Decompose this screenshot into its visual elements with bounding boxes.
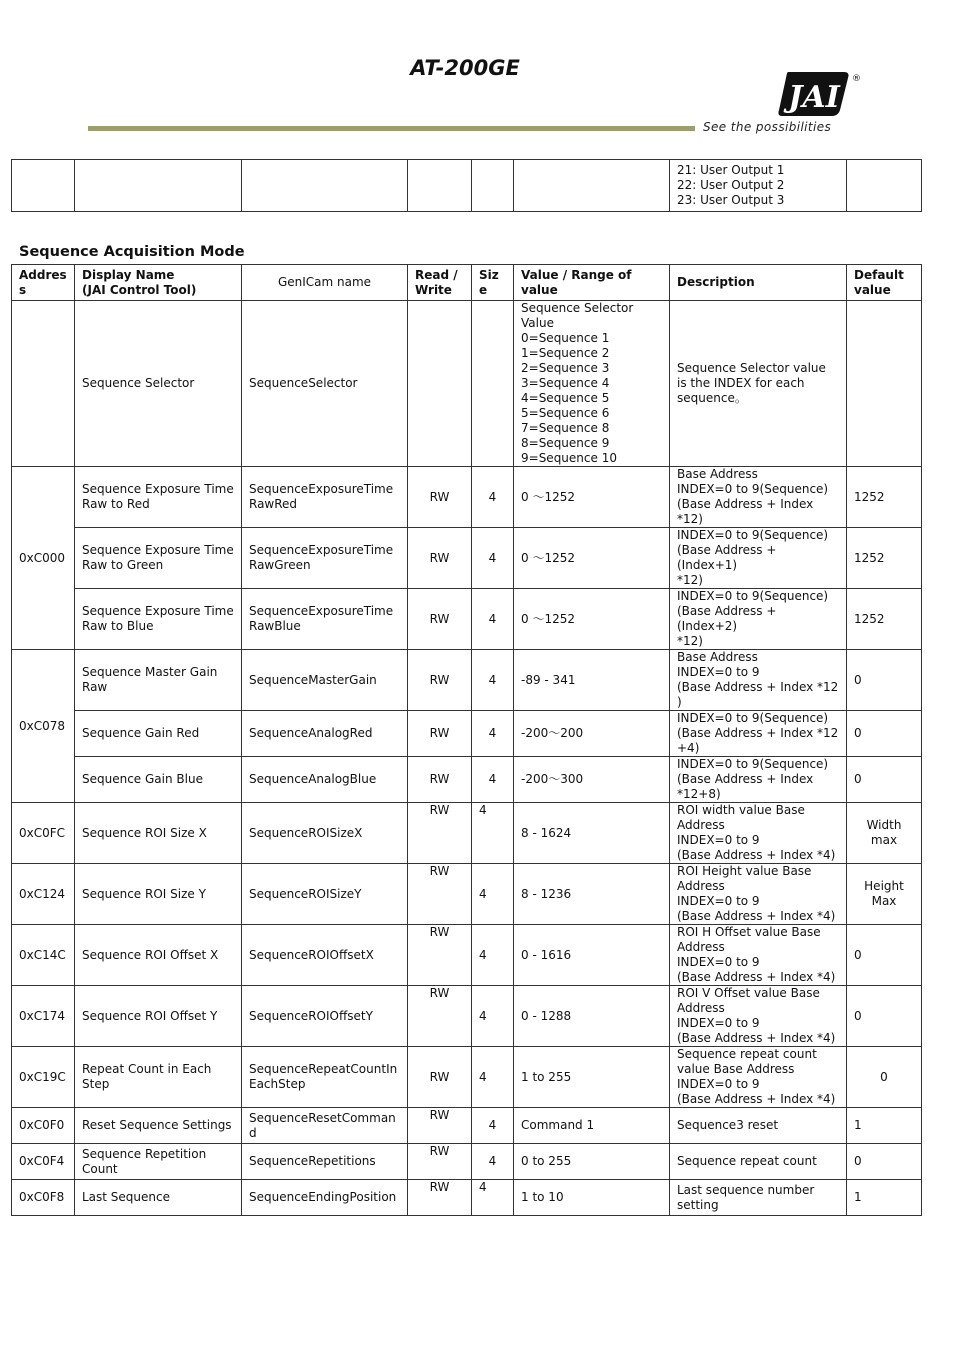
- description-cell: Sequence Selector value is the INDEX for each sequence。: [670, 301, 847, 467]
- rw-cell: RW: [408, 1108, 472, 1144]
- rw-cell: RW: [408, 925, 472, 986]
- value-cell: 0 - 1616: [514, 925, 670, 986]
- genicam-cell: SequenceROIOffsetX: [242, 925, 408, 986]
- display-name-cell: Sequence Gain Blue: [75, 757, 242, 803]
- col-header-display-name: Display Name (JAI Control Tool): [75, 265, 242, 301]
- table-row: [12, 1144, 922, 1180]
- value-cell: 0 ～1252: [514, 589, 670, 650]
- size-cell: 4: [472, 803, 514, 864]
- size-cell: 4: [472, 467, 514, 528]
- table-row: [12, 528, 922, 589]
- default-cell: 1: [847, 1180, 922, 1216]
- genicam-cell: SequenceRepeatCountInEachStep: [242, 1047, 408, 1108]
- description-line: 22: User Output 2: [677, 178, 785, 192]
- rw-cell: RW: [408, 589, 472, 650]
- value-cell: 0 ～1252: [514, 467, 670, 528]
- size-cell: 4: [472, 986, 514, 1047]
- address-cell: 0xC124: [12, 864, 75, 925]
- section-title: Sequence Acquisition Mode: [19, 244, 245, 260]
- display-name-cell: Sequence Repetition Count: [75, 1144, 242, 1180]
- default-cell: Width max: [847, 803, 922, 864]
- description-cell: Sequence repeat count: [670, 1144, 847, 1180]
- genicam-cell: SequenceMasterGain: [242, 650, 408, 711]
- header-rule: [88, 126, 695, 131]
- genicam-cell: SequenceSelector: [242, 301, 408, 467]
- genicam-cell: SequenceAnalogRed: [242, 711, 408, 757]
- default-cell: 1252: [847, 589, 922, 650]
- value-cell: -89 - 341: [514, 650, 670, 711]
- address-cell: [12, 301, 75, 467]
- default-cell: 0: [847, 1047, 922, 1108]
- size-cell: 4: [472, 1144, 514, 1180]
- description-cell: INDEX=0 to 9(Sequence) (Base Address + (Index+1) *12): [670, 528, 847, 589]
- display-name-cell: Sequence Exposure Time Raw to Green: [75, 528, 242, 589]
- rw-cell: RW: [408, 467, 472, 528]
- document-title: AT-200GE: [410, 56, 520, 80]
- size-cell: 4: [472, 711, 514, 757]
- description-cell: INDEX=0 to 9(Sequence) (Base Address + (Index+2) *12): [670, 589, 847, 650]
- table-row: [12, 925, 922, 986]
- rw-cell: RW: [408, 986, 472, 1047]
- description-cell: INDEX=0 to 9(Sequence) (Base Address + Index *12 +4): [670, 711, 847, 757]
- value-cell: 0 - 1288: [514, 986, 670, 1047]
- address-cell: 0xC0F0: [12, 1108, 75, 1144]
- description-cell: Sequence repeat count value Base Address INDEX=0 to 9 (Base Address + Index *4): [670, 1047, 847, 1108]
- address-cell: 0xC14C: [12, 925, 75, 986]
- previous-table-continuation: [11, 159, 922, 212]
- col-header-default: Default value: [847, 265, 922, 301]
- display-name-cell: Reset Sequence Settings: [75, 1108, 242, 1144]
- col-header-value: Value / Range of value: [514, 265, 670, 301]
- default-cell: 1: [847, 1108, 922, 1144]
- table-row: [12, 160, 922, 212]
- value-cell: 0 ～1252: [514, 528, 670, 589]
- rw-cell: RW: [408, 1144, 472, 1180]
- rw-cell: RW: [408, 1047, 472, 1108]
- size-cell: [472, 301, 514, 467]
- logo-lettering: JAI: [788, 80, 840, 115]
- default-cell: 0: [847, 711, 922, 757]
- table-row: [12, 711, 922, 757]
- table-header-row: [12, 265, 922, 301]
- rw-cell: RW: [408, 803, 472, 864]
- description-cell: ROI width value Base Address INDEX=0 to 9 (Base Address + Index *4): [670, 803, 847, 864]
- size-cell: 4: [472, 1108, 514, 1144]
- description-cell: [670, 160, 847, 212]
- tagline: See the possibilities: [703, 120, 832, 134]
- description-cell: Sequence3 reset: [670, 1108, 847, 1144]
- table-row: [12, 589, 922, 650]
- genicam-cell: SequenceRepetitions: [242, 1144, 408, 1180]
- display-name-cell: Sequence ROI Size Y: [75, 864, 242, 925]
- address-cell: 0xC0F8: [12, 1180, 75, 1216]
- table-row: [12, 803, 922, 864]
- size-cell: 4: [472, 589, 514, 650]
- display-name-cell: Sequence Master Gain Raw: [75, 650, 242, 711]
- genicam-cell: SequenceExposureTimeRawGreen: [242, 528, 408, 589]
- description-cell: ROI V Offset value Base Address INDEX=0 to 9 (Base Address + Index *4): [670, 986, 847, 1047]
- rw-cell: RW: [408, 1180, 472, 1216]
- address-cell: 0xC0FC: [12, 803, 75, 864]
- description-cell: Base Address INDEX=0 to 9 (Base Address + Index *12 ): [670, 650, 847, 711]
- genicam-cell: SequenceEndingPosition: [242, 1180, 408, 1216]
- genicam-cell: SequenceROISizeX: [242, 803, 408, 864]
- display-name-cell: Sequence ROI Size X: [75, 803, 242, 864]
- value-cell: 1 to 255: [514, 1047, 670, 1108]
- rw-cell: RW: [408, 864, 472, 925]
- default-cell: 0: [847, 1144, 922, 1180]
- description-cell: INDEX=0 to 9(Sequence) (Base Address + Index *12+8): [670, 757, 847, 803]
- jai-logo: [778, 70, 861, 118]
- size-cell: 4: [472, 1047, 514, 1108]
- description-cell: Base Address INDEX=0 to 9(Sequence) (Base Address + Index *12): [670, 467, 847, 528]
- default-cell: Height Max: [847, 864, 922, 925]
- default-cell: 0: [847, 650, 922, 711]
- table-row: [12, 1180, 922, 1216]
- rw-cell: RW: [408, 650, 472, 711]
- value-cell: 0 to 255: [514, 1144, 670, 1180]
- rw-cell: RW: [408, 757, 472, 803]
- genicam-cell: SequenceResetCommand: [242, 1108, 408, 1144]
- default-cell: 1252: [847, 467, 922, 528]
- size-cell: 4: [472, 864, 514, 925]
- svg-text:®: ®: [852, 74, 861, 84]
- description-line: 23: User Output 3: [677, 193, 785, 207]
- value-cell: 8 - 1624: [514, 803, 670, 864]
- genicam-cell: SequenceROISizeY: [242, 864, 408, 925]
- size-cell: 4: [472, 925, 514, 986]
- description-cell: Last sequence number setting: [670, 1180, 847, 1216]
- table-row: [12, 650, 922, 711]
- address-cell: 0xC000: [12, 467, 75, 650]
- col-header-rw: Read / Write: [408, 265, 472, 301]
- size-cell: 4: [472, 757, 514, 803]
- col-header-address: Address: [12, 265, 75, 301]
- default-cell: 1252: [847, 528, 922, 589]
- display-name-cell: Sequence Gain Red: [75, 711, 242, 757]
- size-cell: 4: [472, 650, 514, 711]
- genicam-cell: SequenceROIOffsetY: [242, 986, 408, 1047]
- rw-cell: [408, 301, 472, 467]
- display-name-cell: Last Sequence: [75, 1180, 242, 1216]
- value-cell: Command 1: [514, 1108, 670, 1144]
- value-cell: -200～300: [514, 757, 670, 803]
- description-cell: ROI H Offset value Base Address INDEX=0 to 9 (Base Address + Index *4): [670, 925, 847, 986]
- display-name-cell: Sequence Exposure Time Raw to Blue: [75, 589, 242, 650]
- table-row: [12, 757, 922, 803]
- genicam-cell: SequenceExposureTimeRawBlue: [242, 589, 408, 650]
- rw-cell: RW: [408, 711, 472, 757]
- address-cell: 0xC078: [12, 650, 75, 803]
- sequence-register-table: [11, 264, 922, 1216]
- size-cell: 4: [472, 528, 514, 589]
- address-cell: 0xC19C: [12, 1047, 75, 1108]
- display-name-cell: Sequence Selector: [75, 301, 242, 467]
- display-name-cell: Sequence Exposure Time Raw to Red: [75, 467, 242, 528]
- display-name-cell: Sequence ROI Offset X: [75, 925, 242, 986]
- genicam-cell: SequenceAnalogBlue: [242, 757, 408, 803]
- default-cell: 0: [847, 757, 922, 803]
- description-line: 21: User Output 1: [677, 163, 785, 177]
- value-cell: -200～200: [514, 711, 670, 757]
- table-row: [12, 986, 922, 1047]
- genicam-cell: SequenceExposureTimeRawRed: [242, 467, 408, 528]
- table-row: [12, 864, 922, 925]
- table-row: [12, 1047, 922, 1108]
- default-cell: 0: [847, 925, 922, 986]
- value-cell: 8 - 1236: [514, 864, 670, 925]
- rw-cell: RW: [408, 528, 472, 589]
- description-cell: ROI Height value Base Address INDEX=0 to 9 (Base Address + Index *4): [670, 864, 847, 925]
- value-cell: Sequence Selector Value 0=Sequence 1 1=Sequence 2 2=Sequence 3 3=Sequence 4 4=Sequence 5 5=Sequence 6 7=Sequence 8 8=Sequence 9 9=Sequence 10: [514, 301, 670, 467]
- default-cell: 0: [847, 986, 922, 1047]
- table-row: [12, 1108, 922, 1144]
- display-name-cell: Sequence ROI Offset Y: [75, 986, 242, 1047]
- address-cell: 0xC174: [12, 986, 75, 1047]
- table-row: [12, 467, 922, 528]
- table-row: [12, 301, 922, 467]
- default-cell: [847, 301, 922, 467]
- display-name-cell: Repeat Count in Each Step: [75, 1047, 242, 1108]
- col-header-size: Size: [472, 265, 514, 301]
- col-header-description: Description: [670, 265, 847, 301]
- size-cell: 4: [472, 1180, 514, 1216]
- value-cell: 1 to 10: [514, 1180, 670, 1216]
- col-header-genicam: GenICam name: [242, 265, 408, 301]
- address-cell: 0xC0F4: [12, 1144, 75, 1180]
